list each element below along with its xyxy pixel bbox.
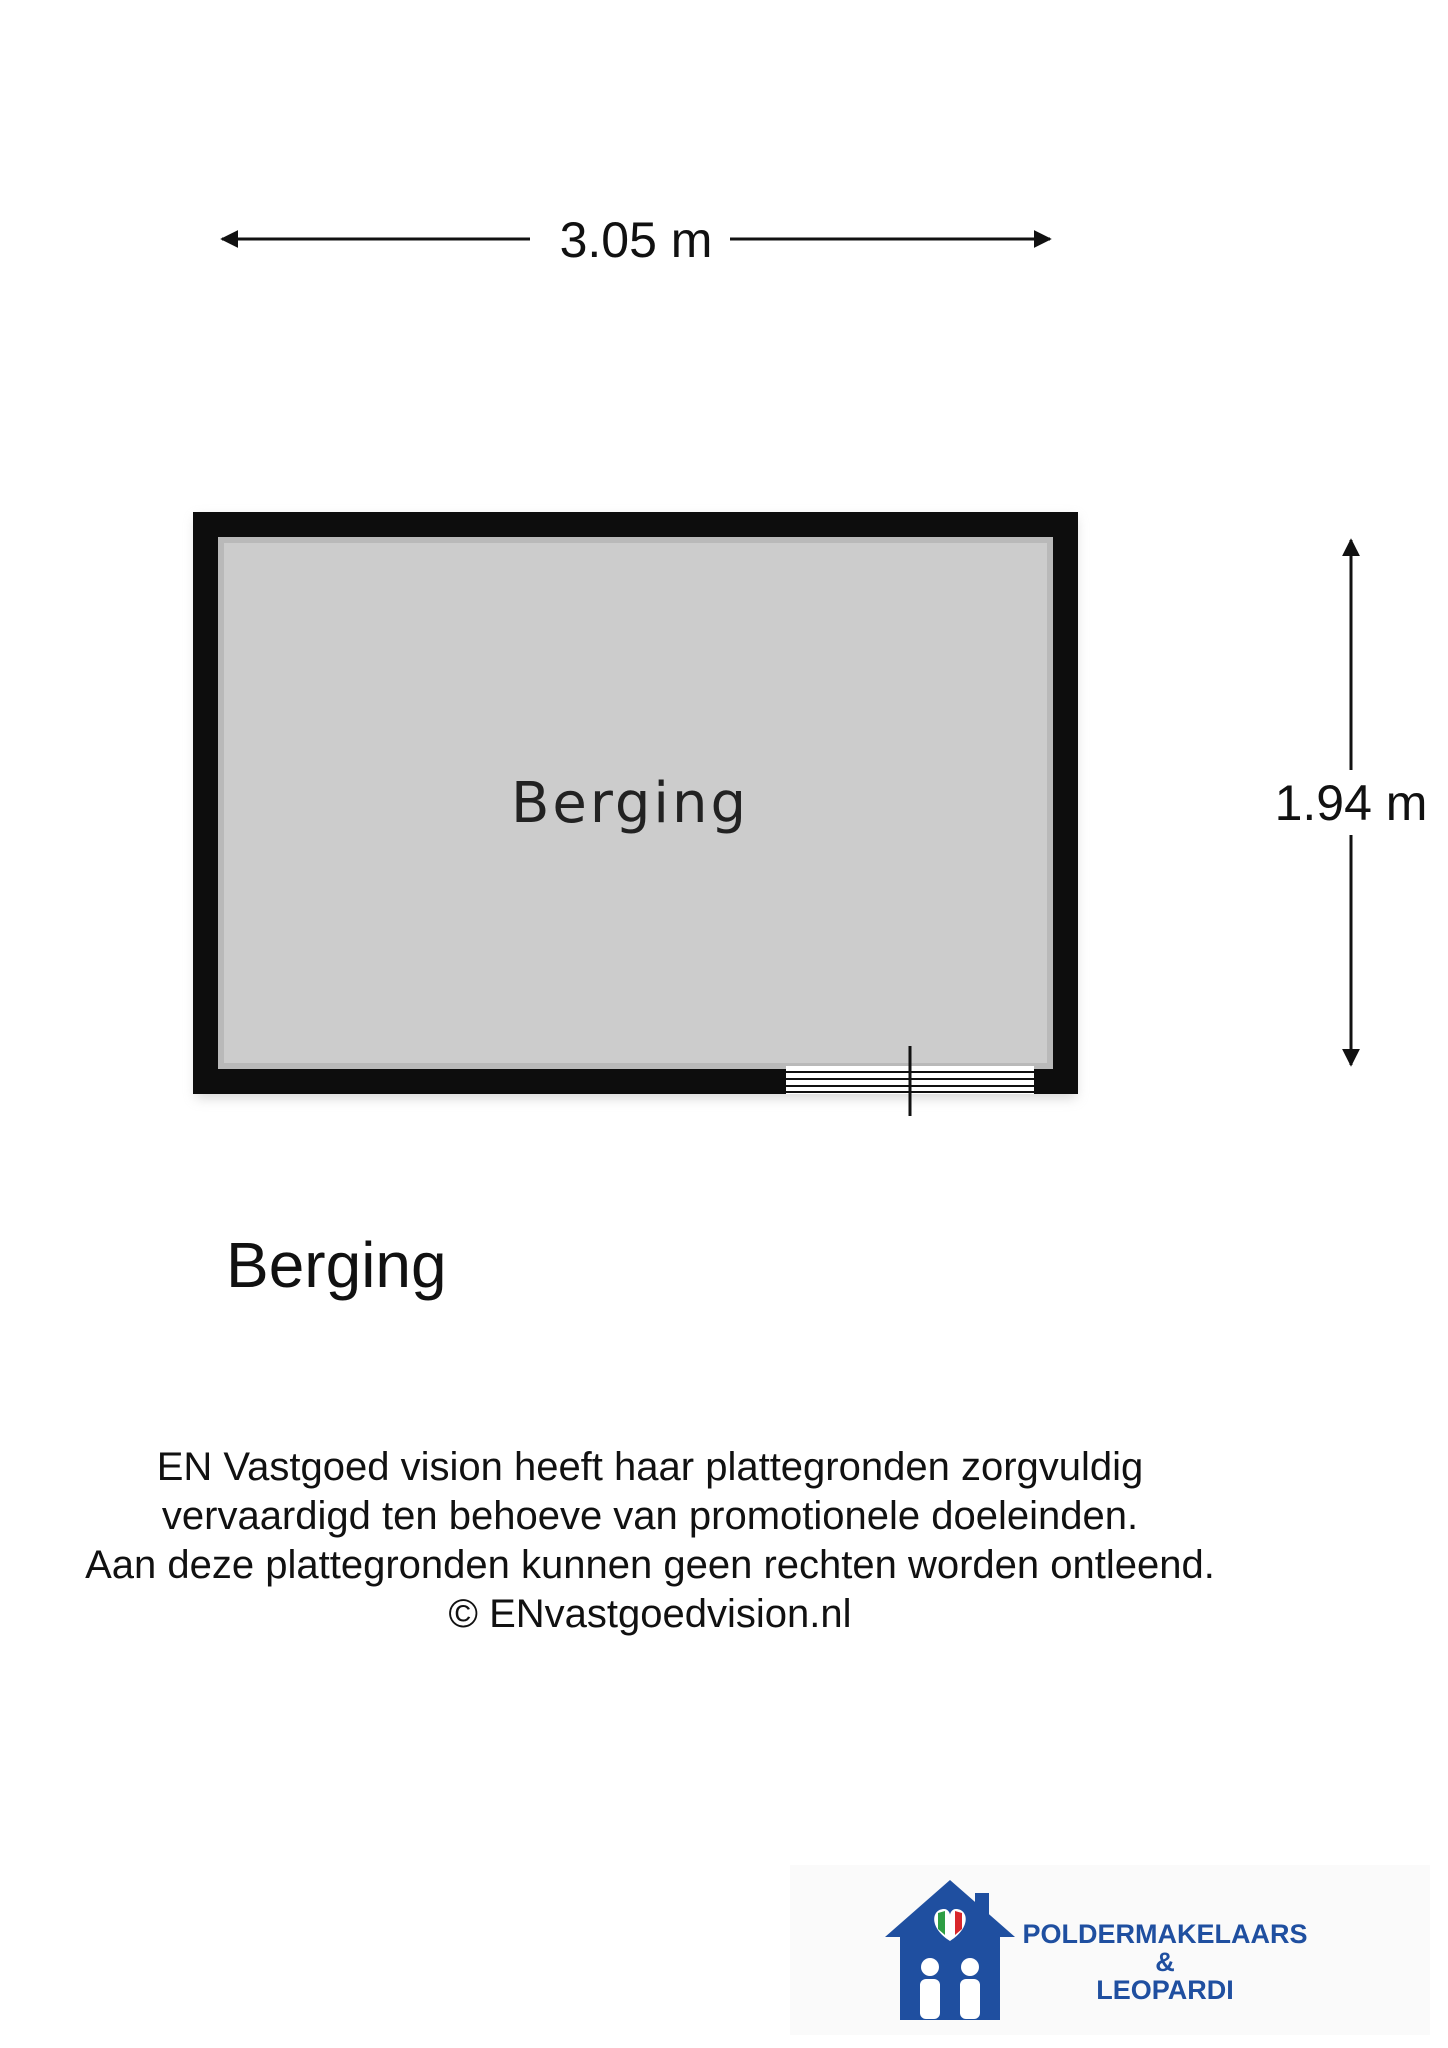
disclaimer-line: EN Vastgoed vision heeft haar plattegronden zorgvuldig — [156, 1445, 1144, 1489]
height-label: 1.94 m — [1274, 775, 1428, 831]
brand-line-3: LEOPARDI — [1096, 1975, 1234, 2005]
room-label: Berging — [510, 771, 750, 836]
disclaimer — [0, 1443, 1300, 1639]
width-label: 3.05 m — [559, 212, 713, 268]
disclaimer-line: vervaardigd ten behoeve van promotionele doeleinden. — [161, 1494, 1139, 1538]
house-icon — [880, 1875, 1020, 2025]
disclaimer-line: Aan deze plattegronden kunnen geen rechten worden ontleend. — [85, 1543, 1215, 1587]
disclaimer-line: © ENvastgoedvision.nl — [448, 1592, 852, 1636]
brand-line-1: POLDERMAKELAARS — [1022, 1919, 1308, 1949]
brand-name — [1000, 1920, 1330, 2004]
height-dimension — [1275, 540, 1428, 1065]
brand-line-2: & — [1155, 1947, 1175, 1977]
floor-title: Berging — [226, 1229, 447, 1301]
width-dimension — [222, 212, 1050, 268]
room — [193, 512, 1078, 1116]
